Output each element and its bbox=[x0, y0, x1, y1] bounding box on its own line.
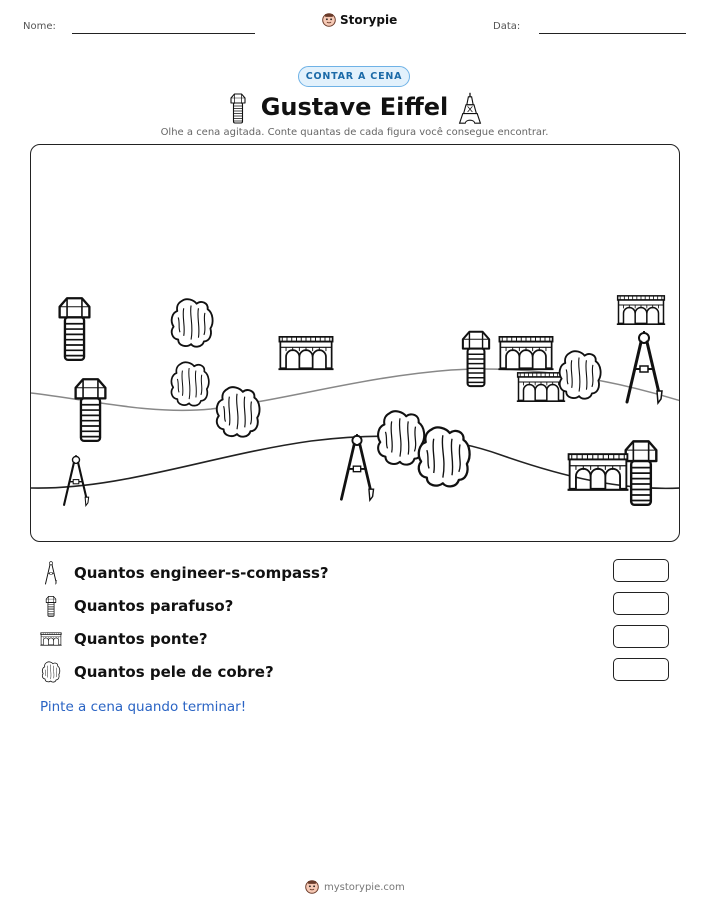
bolt-icon bbox=[40, 595, 62, 617]
bridge-figure bbox=[517, 373, 565, 401]
question-text: Quantos parafuso? bbox=[74, 597, 234, 615]
brand-logo bbox=[322, 13, 397, 27]
question-copper-skin bbox=[40, 661, 274, 683]
date-field[interactable] bbox=[539, 33, 686, 34]
copper-skin-figure bbox=[217, 387, 260, 437]
brand-name: Storypie bbox=[340, 13, 398, 27]
finish-instruction: Pinte a cena quando terminar! bbox=[40, 699, 247, 715]
footer bbox=[305, 880, 405, 894]
bridge-figure bbox=[568, 454, 629, 490]
bolt-figure bbox=[463, 332, 489, 386]
bolt-figure bbox=[60, 298, 90, 360]
question-bolt bbox=[40, 595, 233, 617]
copper-skin-figure bbox=[171, 362, 208, 405]
bolt-figure bbox=[76, 379, 106, 441]
name-label: Nome: bbox=[23, 21, 56, 32]
question-text: Quantos ponte? bbox=[74, 630, 208, 648]
engineers-compass-figure bbox=[64, 455, 89, 506]
answer-box-bridge[interactable] bbox=[613, 625, 669, 648]
copper-skin-figure bbox=[172, 299, 213, 346]
counting-scene bbox=[30, 144, 680, 542]
mascot-icon bbox=[305, 880, 319, 894]
answer-box-copper-skin[interactable] bbox=[613, 658, 669, 681]
footer-url[interactable]: mystorypie.com bbox=[324, 881, 405, 893]
answer-box-bolt[interactable] bbox=[613, 592, 669, 615]
question-text: Quantos engineer-s-compass? bbox=[74, 564, 329, 582]
bridge-figure bbox=[498, 337, 553, 369]
eiffel-tower-icon bbox=[458, 92, 482, 124]
answer-box-compass[interactable] bbox=[613, 559, 669, 582]
page-title: Gustave Eiffel bbox=[260, 93, 449, 121]
activity-badge: CONTAR A CENA bbox=[298, 66, 410, 87]
date-label: Data: bbox=[493, 21, 521, 32]
bridge-icon bbox=[40, 628, 62, 650]
engineers-compass-figure bbox=[627, 331, 662, 403]
instructions: Olhe a cena agitada. Conte quantas de cada figura você consegue encontrar. bbox=[160, 127, 549, 138]
copper-skin-figure bbox=[560, 351, 601, 398]
mascot-icon bbox=[322, 13, 336, 27]
name-field[interactable] bbox=[72, 33, 255, 34]
copper-skin-icon bbox=[40, 661, 62, 683]
question-compass bbox=[40, 562, 329, 584]
bridge-figure bbox=[278, 337, 333, 369]
bridge-figure bbox=[617, 296, 665, 324]
engineers-compass-figure bbox=[341, 434, 373, 500]
engineers-compass-icon bbox=[40, 562, 62, 584]
copper-skin-figure bbox=[378, 411, 424, 464]
question-text: Quantos pele de cobre? bbox=[74, 663, 274, 681]
question-bridge bbox=[40, 628, 208, 650]
copper-skin-figure bbox=[419, 427, 470, 486]
bolt-figure bbox=[626, 441, 657, 504]
